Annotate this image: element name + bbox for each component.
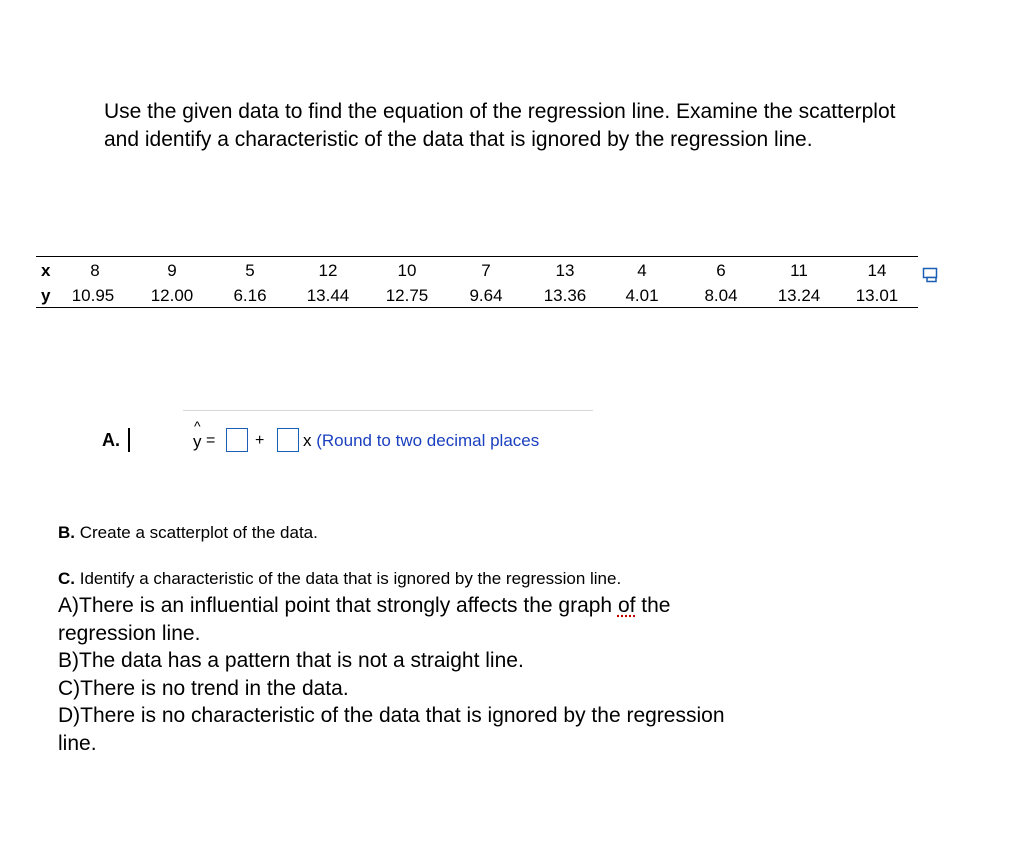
part-b (58, 523, 318, 543)
y-value: 4.01 (625, 286, 659, 305)
round-note: (Round to two decimal places (316, 431, 540, 450)
expand-table-icon[interactable] (922, 267, 938, 283)
x-value: 4 (637, 261, 647, 280)
x-value: 8 (90, 261, 100, 280)
x-value: 5 (245, 261, 255, 280)
part-c (58, 569, 621, 589)
part-c-text: Identify a characteristic of the data that is ignored by the regression line. (75, 569, 622, 588)
x-variable: x (303, 431, 312, 450)
y-value: 13.24 (777, 286, 821, 305)
y-row-label: y (41, 286, 51, 305)
x-value: 13 (555, 261, 575, 280)
y-value: 12.00 (150, 286, 194, 305)
y-value: 13.36 (543, 286, 587, 305)
text-cursor (128, 428, 130, 452)
x-value: 12 (318, 261, 338, 280)
y-symbol: y (193, 432, 202, 451)
choice-d: D)There is no characteristic of the data that is ignored by the regression line. (58, 704, 725, 755)
y-value: 10.95 (71, 286, 115, 305)
slope-input[interactable] (277, 428, 299, 452)
answer-divider (183, 410, 593, 411)
y-value: 13.44 (306, 286, 350, 305)
y-hat-symbol (193, 418, 202, 452)
x-row (36, 257, 918, 282)
equals-sign: = (206, 432, 216, 449)
spellcheck-word: of (617, 594, 636, 617)
question-text: Use the given data to find the equation of the regression line. Examine the scatterplot and identify a characteristic of the data that is ignored by the regression line. (104, 100, 896, 151)
x-value: 9 (167, 261, 177, 280)
y-value: 9.64 (469, 286, 503, 305)
y-value: 12.75 (385, 286, 429, 305)
x-value: 7 (481, 261, 491, 280)
data-table (36, 256, 918, 308)
hat-symbol: ^ (194, 418, 201, 434)
y-row (36, 282, 918, 307)
part-b-label: B. (58, 523, 75, 542)
part-b-text: Create a scatterplot of the data. (75, 523, 318, 542)
x-value: 14 (867, 261, 887, 280)
choice-a: A)There is an influential point that strongly affects the graph of the regression line. (58, 594, 671, 645)
x-row-label: x (41, 261, 51, 280)
rounding-instruction (303, 431, 539, 451)
choice-c: C)There is no trend in the data. (58, 676, 349, 700)
plus-sign: + (255, 432, 265, 449)
x-value: 10 (397, 261, 417, 280)
y-value: 8.04 (704, 286, 738, 305)
answer-choices (58, 592, 758, 757)
choice-b: B)The data has a pattern that is not a straight line. (58, 649, 524, 672)
x-value: 6 (716, 261, 726, 280)
y-value: 13.01 (855, 286, 899, 305)
part-a-label: A. (102, 430, 120, 450)
intercept-input[interactable] (226, 428, 248, 452)
x-value: 11 (790, 261, 808, 280)
y-value: 6.16 (233, 286, 267, 305)
part-c-label: C. (58, 569, 75, 588)
